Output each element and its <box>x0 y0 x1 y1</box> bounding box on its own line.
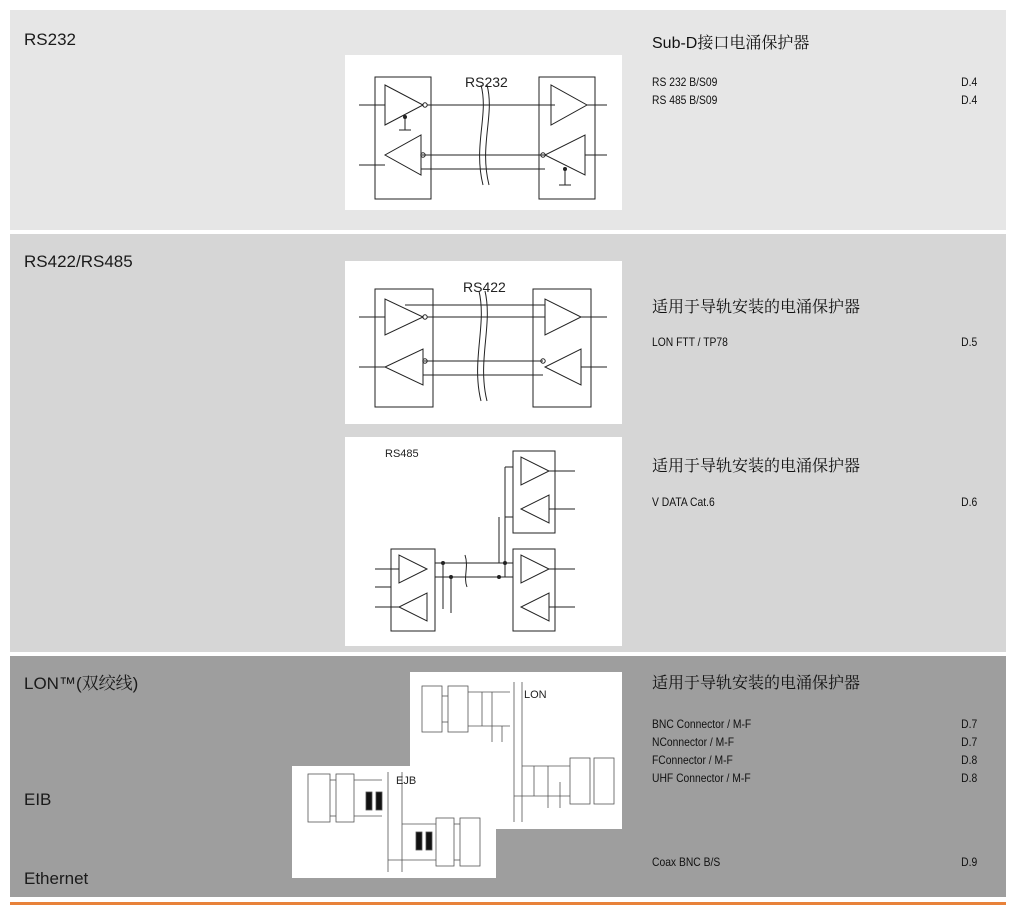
rs422-product-list <box>652 333 978 351</box>
coax-product-list <box>652 715 978 787</box>
rs232-diagram-label: RS232 <box>465 74 508 90</box>
ejb-diagram-label: EJB <box>396 775 417 787</box>
footer-accent-rule <box>10 902 1006 905</box>
eib-diagram <box>292 766 496 878</box>
section-title-lon: LON™(双绞线) <box>24 674 139 693</box>
list-item[interactable] <box>652 733 977 751</box>
product-name: NConnector / M-F <box>652 735 735 749</box>
product-name: Coax BNC B/S <box>652 855 721 869</box>
product-name: LON FTT / TP78 <box>652 335 728 349</box>
list-item[interactable] <box>652 751 977 769</box>
product-page: D.7 <box>961 717 978 731</box>
product-page: D.5 <box>961 335 978 349</box>
rs422-diagram <box>345 261 622 424</box>
product-page: D.9 <box>961 855 978 869</box>
rs485-product-list <box>652 493 978 511</box>
product-name: UHF Connector / M-F <box>652 771 751 785</box>
product-page: D.6 <box>961 495 978 509</box>
list-item[interactable] <box>652 493 977 511</box>
product-name: RS 485 B/S09 <box>652 93 718 107</box>
rs485-diagram <box>345 437 622 646</box>
section-title-rs232: RS232 <box>24 30 76 49</box>
product-name: RS 232 B/S09 <box>652 75 718 89</box>
list-item[interactable] <box>652 853 977 871</box>
section-title-rs422-rs485: RS422/RS485 <box>24 252 133 271</box>
list-item[interactable] <box>652 91 977 109</box>
product-page: D.4 <box>961 93 978 107</box>
list-item[interactable] <box>652 715 977 733</box>
lon-diagram-label: LON <box>524 689 547 701</box>
product-name: BNC Connector / M-F <box>652 717 752 731</box>
product-page: D.8 <box>961 753 978 767</box>
list-item[interactable] <box>652 333 977 351</box>
ethernet-product-list <box>652 853 978 871</box>
product-page: D.4 <box>961 75 978 89</box>
section-title-eib: EIB <box>24 790 52 809</box>
rs232-product-list <box>652 73 978 109</box>
product-page: D.7 <box>961 735 978 749</box>
rs232-diagram <box>345 55 622 210</box>
product-page: D.8 <box>961 771 978 785</box>
rs422-product-title: 适用于导轨安装的电涌保护器 <box>652 299 861 316</box>
coax-product-title: 适用于导轨安装的电涌保护器 <box>652 675 861 692</box>
rs422-diagram-label: RS422 <box>463 279 506 295</box>
product-name: V DATA Cat.6 <box>652 495 715 509</box>
rs485-diagram-label: RS485 <box>385 448 419 460</box>
product-name: FConnector / M-F <box>652 753 733 767</box>
rs485-product-title: 适用于导轨安装的电涌保护器 <box>652 458 861 475</box>
rs232-product-title: Sub-D接口电涌保护器 <box>652 35 810 52</box>
section-title-ethernet: Ethernet <box>24 869 89 888</box>
list-item[interactable] <box>652 769 977 787</box>
list-item[interactable] <box>652 73 977 91</box>
